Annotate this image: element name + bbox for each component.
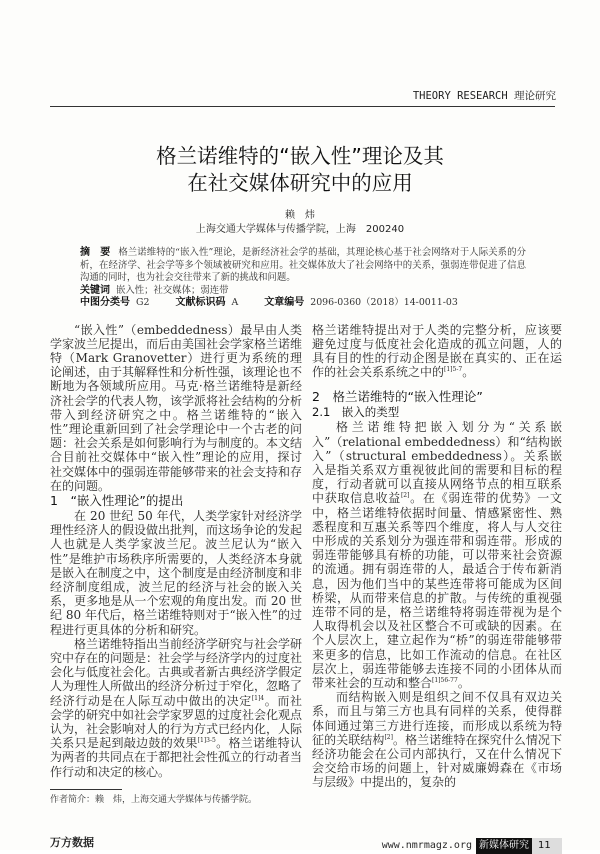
left-column	[50, 323, 302, 850]
text: 。而社会学的研究中如社会学家罗恩的过度社会化观点认为，社会影响对人的行为方式已经内化，人际关系只是起到敲边鼓的效果	[50, 693, 303, 751]
citation: [2]	[400, 492, 410, 500]
section-2-heading: 2 格兰诺维特的“嵌入性理论”	[312, 389, 483, 405]
clc-label: 中图分类号	[80, 296, 130, 308]
section-1-paragraph-1: 在 20 世纪 50 年代，人类学家针对经济学理性经济人的假设做出批判，而这场争论的发起人也就是人类学家波兰尼。波兰尼认为“嵌入性”是维护市场秩序所需要的，人类经济本身就是嵌入在制度之中，这个制度是由经济制度和非经济制度组成，波兰尼的经济与社会的嵌入关系，更多地是从一个宏观的角度出发。而 20 世纪 80 年代后，格兰诺维特则对于“嵌入性”的过程进行更具体的分析和研究。	[50, 508, 303, 637]
journal-url[interactable]: www.nmrmagz.org	[381, 839, 472, 851]
section-2-1-paragraph-2	[312, 690, 562, 789]
article-number-label: 文章编号	[264, 296, 305, 308]
section-2-1-heading: 2.1 嵌入的类型	[312, 405, 400, 420]
article-number-value: 2096-0360（2018）14-0011-03	[310, 296, 458, 308]
footnote-rule	[50, 789, 122, 790]
author-footnote: 作者简介：赖 炜，上海交通大学媒体与传播学院。	[50, 794, 258, 805]
text: 而结构嵌入则是组织之间不仅具有双边关系，而且与第三方也具有同样的关系，使得群体间通过第三方进行连接，而形成以系统为特征的关联结构	[312, 690, 562, 747]
keywords-label: 关键词	[80, 284, 110, 296]
citation: [2]	[384, 733, 393, 741]
clc-value: G2	[136, 296, 150, 308]
text: 格兰诺维特提出对于人类的完整分析，应该要避免过度与低度社会化造成的孤立问题，人的具有目的性的行动企图是嵌在真实的、正在运作的社会关系系统之中的	[312, 322, 562, 380]
text: 。格兰诺维特在探究什么情况下经济功能会在公司内部执行，又在什么情况下会交给市场的问题上，针对威廉姆森在《市场与层级》中提出的，复杂的	[312, 732, 562, 790]
page-footer	[312, 838, 562, 854]
citation: [1]3-5	[197, 737, 216, 745]
citation: [1]56-77	[432, 676, 458, 684]
text: 。在《弱连带的优势》一文中，格兰诺维特依据时间量、情感紧密性、熟悉程度和互惠关系等四个维度，将人与人交往中形成的关系划分为强连带和弱连带。形成的弱连带能够具有桥的功能，可以带来社会资源的流通。拥有弱连带的人，最适合于传布新消息，因为他们当中的某些连带将可能成为区间桥梁，从而带来信息的扩散。与传统的重视强连带不同的是，格兰诺维特将弱连带视为是个人取得机会以及社区整合不可或缺的因素。在个人层次上，建立起作为“桥”的弱连带能够带来更多的信息，比如工作流动的信息。在社区层次上，弱连带能够去连接不同的小团体从而带来社会的互动和整合	[312, 491, 562, 690]
header-zh: 理论研究	[514, 90, 556, 102]
section-2-1-paragraph-1	[312, 420, 562, 690]
continued-paragraph	[312, 323, 562, 380]
title-line-2: 在社交媒体研究中的应用	[187, 171, 413, 195]
article-flow	[0, 143, 600, 854]
text: 。	[457, 675, 470, 690]
header-rule	[50, 106, 555, 107]
journal-name: 新媒体研究	[476, 838, 532, 854]
abstract	[80, 247, 526, 285]
doc-code-label: 文献标识码	[175, 296, 226, 308]
text: 格兰诺维特指出当前经济学研究与社会学研究中存在的问题是：社会学与经济学内的过度社会化与低度社会化。古典或者新古典经济学假定人为理性人所做出的经济分析过于窄化，忽略了经济行动是在人际互动中做出的决定	[50, 636, 303, 708]
page-number: 11	[532, 838, 562, 854]
citation: [1]4	[251, 694, 265, 702]
title-line-1: 格兰诺维特的“嵌入性”理论及其	[156, 144, 444, 168]
doc-code-value: A	[231, 296, 239, 308]
intro-paragraph: “嵌入性”（embeddedness）最早由人类学家波兰尼提出，而后由美国社会学家格兰诺维特（Mark Granovetter）进行更为系统的理论阐述，由于其解释性和分析性强，该理论也不断地为各领域所应用。马克·格兰诺维特是新经济社会学的代表人物，该学派将社会结构的分析带入到经济研究之中。格兰诺维特的“嵌入性”理论重新回到了社会学理论中一个古老的问题：社会关系是如何影响行为与制度的。本文结合目前社交媒体中“嵌入性”理论的应用，探讨社交媒体中的强弱连带能够带来的社会支持和存在的问题。	[50, 322, 303, 493]
wanfang-watermark: 万方数据	[50, 835, 94, 849]
right-column	[312, 323, 562, 854]
article-title	[0, 143, 600, 197]
running-header	[413, 90, 556, 102]
author-name: 赖 炜	[285, 210, 315, 221]
article-body	[0, 323, 600, 854]
section-1-paragraph-2	[50, 637, 302, 779]
text: 格兰诺维特把嵌入划分为“关系嵌入”（relational embeddedness）和“结构嵌入”（structural embeddedness）。关系嵌入是指关系双方重视彼此间的需要和目标的程度，行动者就可以直接从网络节点的相互联系中获取信息收益	[312, 420, 562, 506]
author-block	[0, 209, 600, 237]
abstract-text: 格兰诺维特的“嵌入性”理论，是新经济社会学的基础，其理论核心基于社会网络对于人际关系的分析，在经济学、社会学等多个领域被研究和应用。社交媒体放大了社会网络中的关系，强弱连带促进了信息沟通的同时，也为社会交往带来了新的挑战和问题。	[80, 247, 527, 283]
header-en: THEORY RESEARCH	[412, 90, 508, 102]
section-1-heading: 1 “嵌入性理论”的提出	[50, 492, 184, 508]
text: 。格兰诺维特认为两者的共同点在于都把社会性孤立的行动者当作行动和决定的核心。	[50, 736, 303, 779]
abstract-label: 摘 要	[80, 247, 111, 258]
text: 。	[462, 365, 475, 380]
article-meta	[80, 285, 526, 309]
author-affiliation: 上海交通大学媒体与传播学院，上海 200240	[195, 224, 405, 235]
keywords-text: 嵌入性；社交媒体；弱连带	[116, 284, 229, 296]
citation: [1]5-7	[444, 366, 463, 374]
